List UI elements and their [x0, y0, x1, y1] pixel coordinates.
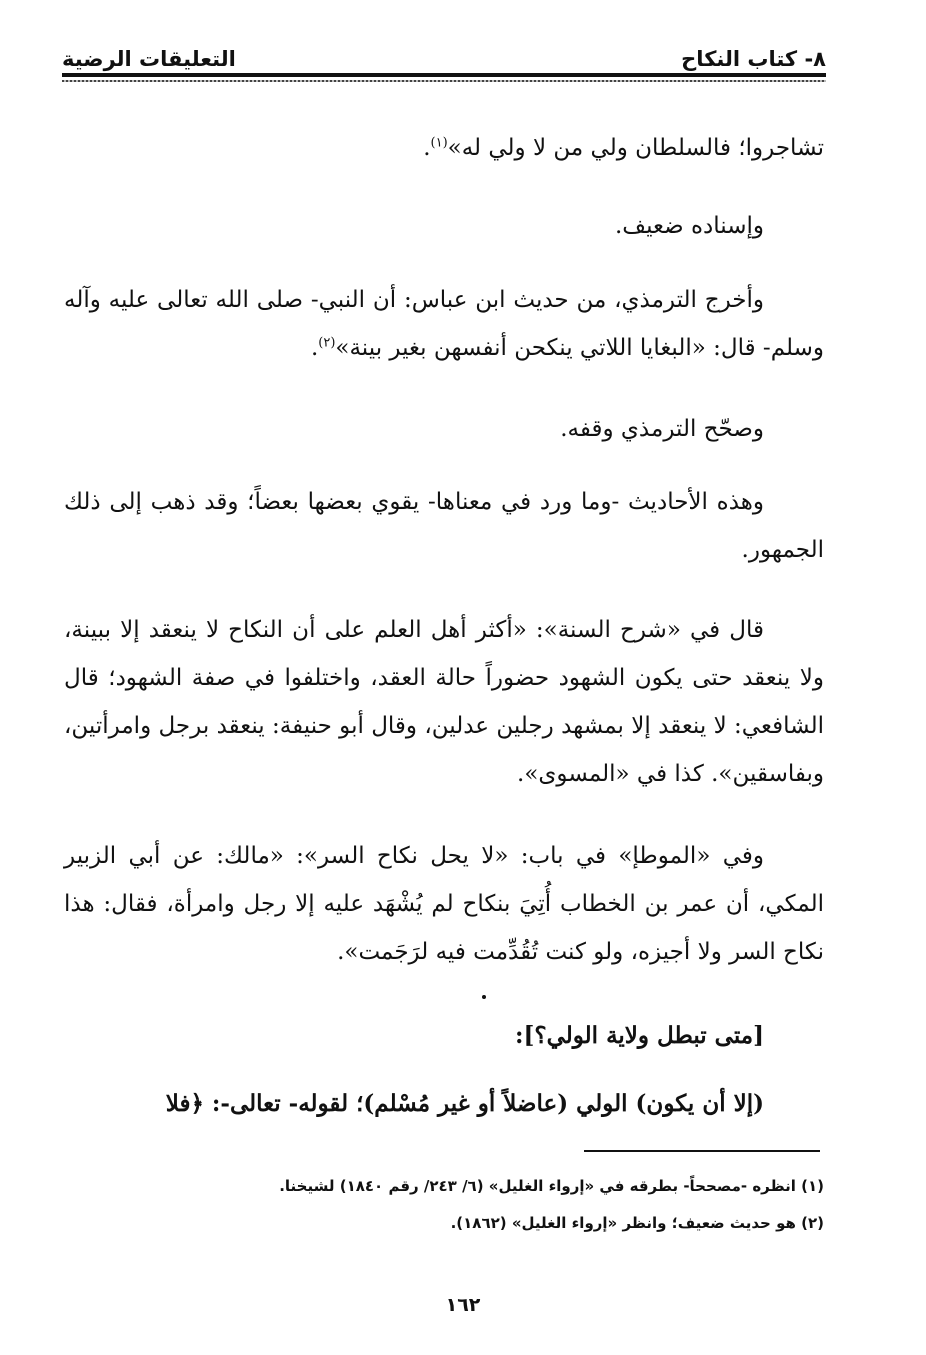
paragraph-1-end: . [423, 135, 431, 161]
footnote-2: (٢) هو حديث ضعيف؛ وانظر «إرواء الغليل» (١٨٦٢). [450, 1214, 824, 1232]
paragraph-9: (إلا أن يكون) الولي (عاضلاً أو غير مُسْلم)؛ لقوله- تعالى-: ﴿فلا [165, 1090, 764, 1117]
paragraph-5: وهذه الأحاديث -وما ورد في معناها- يقوي بعضها بعضاً؛ وقد ذهب إلى ذلك الجمهور. [64, 489, 824, 563]
header-rule [62, 73, 826, 77]
stray-dot [482, 995, 486, 999]
footnote-ref-1: (١) [430, 135, 448, 151]
paragraph-1-text: تشاجروا؛ فالسلطان ولي من لا ولي له» [447, 135, 824, 161]
running-header [62, 30, 826, 70]
paragraph-3 [64, 276, 824, 372]
footnote-rule [584, 1150, 820, 1152]
paragraph-4: وصحّح الترمذي وقفه. [560, 416, 764, 442]
paragraph-3-text: وأخرج الترمذي، من حديث ابن عباس: أن النبي- صلى الله تعالى عليه وآله وسلم- قال: «البغايا اللاتي ينكحن أنفسهن بغير بينة» [64, 287, 824, 361]
header-rule-dotted [62, 80, 826, 82]
footnote-ref-2: (٢) [318, 335, 336, 351]
paragraph-3-end: . [310, 335, 319, 361]
section-heading: [متى تبطل ولاية الولي؟]: [515, 1022, 764, 1049]
paragraph-6: قال في «شرح السنة»: «أكثر أهل العلم على أن النكاح لا ينعقد إلا ببينة، ولا ينعقد حتى يكون الشهود حضوراً حالة العقد، واختلفوا في صفة الشهود؛ قال الشافعي: لا ينعقد إلا بمشهد رجلين عدلين، وقال أبو حنيفة: ينعقد برجل وامرأتين، وبفاسقين». كذا في «المسوى». [64, 617, 824, 787]
paragraph-7: وفي «الموطإ» في باب: «لا يحل نكاح السر»: «مالك: عن أبي الزبير المكي، أن عمر بن الخطاب أُتِيَ بنكاح لم يُشْهَد عليه إلا رجل وامرأة، فقال: هذا نكاح السر ولا أجيزه، ولو كنت تُقُدِّمت فيه لرَجَمت». [64, 843, 824, 965]
chapter-title: ٨- كتاب النكاح [681, 47, 826, 71]
paragraph-1 [64, 124, 824, 172]
page-number: ١٦٢ [445, 1294, 481, 1316]
book-title: التعليقات الرضية [62, 47, 236, 71]
paragraph-2: وإسناده ضعيف. [614, 213, 764, 239]
footnote-1: (١) انظره -مصححاً- بطرقه في «إرواء الغليل» (٦/ ٢٤٣/ رقم ١٨٤٠) لشيخنا. [279, 1177, 824, 1195]
